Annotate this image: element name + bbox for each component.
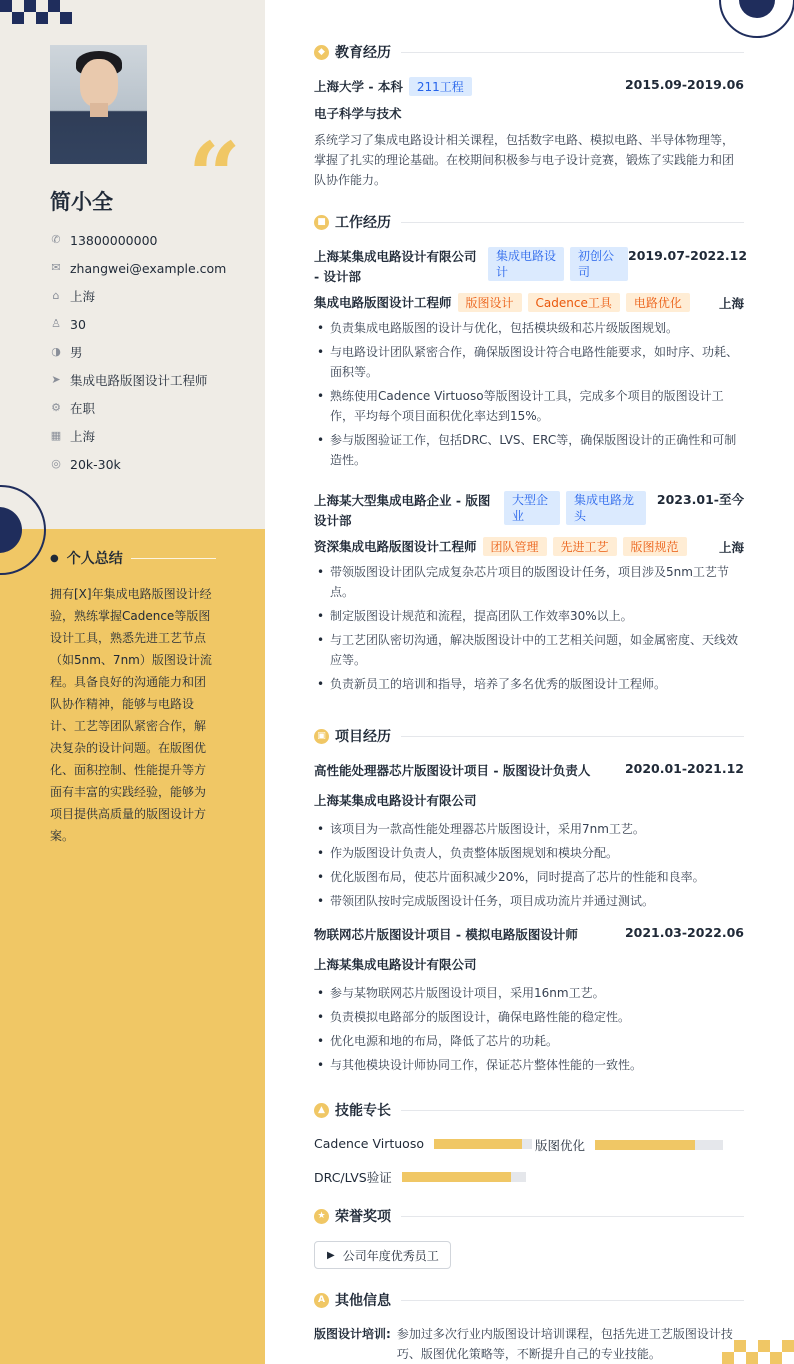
age-icon: ♙ [51,317,61,330]
work-tag: 初创公司 [570,247,628,281]
gear-icon: ⚙ [51,401,61,414]
work-bullets [314,318,744,470]
skill-tag: Cadence工具 [528,293,620,312]
list-item: • 负责模拟电路部分的版图设计，确保电路性能的稳定性。 [314,1007,744,1027]
info-city: ▦ 上海 [50,429,96,444]
skill-tag: 版图设计 [458,293,522,312]
skill-bar [402,1172,526,1182]
candidate-name: 简小全 [50,190,113,214]
skill-tag: 先进工艺 [553,537,617,556]
education-entry [314,77,744,190]
list-item: • 负责集成电路版图的设计与优化，包括模块级和芯片级版图规划。 [314,318,744,338]
list-item: • 作为版图设计负责人，负责整体版图规划和模块分配。 [314,843,744,863]
list-item: • 优化版图布局，使芯片面积减少20%，同时提高了芯片的性能和良率。 [314,867,744,887]
list-item: • 参与版图验证工作，包括DRC、LVS、ERC等，确保版图设计的正确性和可制造性。 [314,430,744,470]
project-name: 高性能处理器芯片版图设计项目 - 版图设计负责人 [314,763,591,778]
work-company: 上海某集成电路设计有限公司 - 设计部 [314,249,477,284]
project-company: 上海某集成电路设计有限公司 [314,957,477,972]
work-date: 2019.07-2022.12 [628,248,748,263]
mail-icon: ✉ [51,261,61,274]
gender-icon: ◑ [51,345,61,358]
checker-decoration [0,0,76,24]
project-name: 物联网芯片版图设计项目 - 模拟电路版图设计师 [314,927,578,942]
award-icon: ★ [314,1209,329,1224]
building-icon: ▦ [50,429,62,442]
list-item: • 制定版图设计规范和流程，提高团队工作效率30%以上。 [314,606,744,626]
person-icon: ● [50,552,59,564]
info-phone: ✆ 13800000000 [51,232,158,248]
work-entry-2 [314,491,744,698]
contact-info [50,226,250,478]
avatar [50,45,147,164]
quote-icon: “ [188,122,241,230]
list-item: • 带领版图设计团队完成复杂芯片项目的版图设计任务，项目涉及5nm工艺节点。 [314,562,744,602]
other-text: 参加过多次行业内版图设计培训课程，包括先进工艺版图设计技巧、版图优化策略等，不断提升自己的专业技能。 [396,1327,733,1361]
project-company: 上海某集成电路设计有限公司 [314,793,477,808]
school-tag: 211工程 [409,77,472,96]
info-location: ⌂ 上海 [50,282,250,310]
info-position: ➤ 集成电路版图设计工程师 [51,373,208,388]
summary-heading: ● 个人总结 [50,548,216,568]
education-icon: ◆ [314,45,329,60]
project-entry-1 [314,761,744,915]
other-label: 版图设计培训: [314,1327,391,1341]
section-awards: ★ 荣誉奖项 [314,1206,744,1226]
send-icon: ➤ [51,373,61,386]
other-info [314,1324,744,1364]
list-item: • 负责新员工的培训和指导，培养了多名优秀的版图设计工程师。 [314,674,744,694]
list-item: • 优化电源和地的布局，降低了芯片的功耗。 [314,1031,744,1051]
play-icon: ▶ [327,1249,335,1261]
project-entry-2 [314,925,744,1079]
target-icon: ◎ [51,457,61,470]
skill-item: DRC/LVS验证 [314,1168,526,1186]
skill-item: Cadence Virtuoso [314,1136,532,1151]
project-date: 2021.03-2022.06 [624,925,744,940]
summary-text: 拥有[X]年集成电路版图设计经验，熟练掌握Cadence等版图设计工具，熟悉先进工艺节点（如5nm、7nm）版图设计流程。具备良好的沟通能力和团队协作精神，能够与电路设计、工艺等团队紧密合作，解决复杂的设计问题。在版图优化、面积控制、性能提升等方面有丰富的实践经验，能够为项目提供高质量的版图设计方案。 [50,587,212,843]
work-company: 上海某大型集成电路企业 - 版图设计部 [314,493,491,528]
work-city: 上海 [718,295,744,311]
skill-tag: 电路优化 [626,293,690,312]
work-tag: 集成电路设计 [488,247,564,281]
skill-tag: 版图规范 [623,537,687,556]
work-icon: ■ [314,215,329,230]
school-name: 上海大学 - 本科 [314,79,403,94]
skill-bar-fill [595,1140,695,1150]
sidebar [0,0,265,1364]
list-item: • 参与某物联网芯片版图设计项目，采用16nm工艺。 [314,983,744,1003]
skills-icon: ▲ [314,1103,329,1118]
skill-item: 版图优化 [535,1136,723,1154]
project-icon: ▣ [314,729,329,744]
info-email: ✉ zhangwei@example.com [51,260,227,276]
list-item: • 带领团队按时完成版图设计任务，项目成功流片并通过测试。 [314,891,744,911]
home-icon: ⌂ [52,289,60,302]
list-item: • 与工艺团队密切沟通，解决版图设计中的工艺相关问题，如金属密度、天线效应等。 [314,630,744,670]
list-item: • 与其他模块设计师协同工作，保证芯片整体性能的一致性。 [314,1055,744,1075]
skill-bar [595,1140,723,1150]
project-bullets [314,983,744,1075]
info-gender: ◑ 男 [51,345,83,360]
section-education: ◆ 教育经历 [314,42,744,62]
education-date: 2015.09-2019.06 [624,77,744,92]
info-icon: A [314,1293,329,1308]
skill-bar-fill [434,1139,522,1149]
section-projects: ▣ 项目经历 [314,726,744,746]
education-desc: 系统学习了集成电路设计相关课程，包括数字电路、模拟电路、半导体物理等，掌握了扎实的理论基础。在校期间积极参与电子设计竞赛，锻炼了实践能力和团队协作能力。 [314,133,735,187]
skill-bar [434,1139,532,1149]
award-item[interactable]: ▶ 公司年度优秀员工 [314,1241,451,1269]
project-bullets [314,819,744,911]
section-other: A 其他信息 [314,1290,744,1310]
work-city: 上海 [718,539,744,555]
work-entry-1 [314,247,748,474]
phone-icon: ✆ [51,233,61,246]
list-item: • 熟练使用Cadence Virtuoso等版图设计工具，完成多个项目的版图设计工作，平均每个项目面积优化率达到15%。 [314,386,744,426]
project-date: 2020.01-2021.12 [624,761,744,776]
list-item: • 该项目为一款高性能处理器芯片版图设计，采用7nm工艺。 [314,819,744,839]
work-bullets [314,562,744,694]
work-tag: 集成电路龙头 [566,491,646,525]
work-tag: 大型企业 [504,491,560,525]
section-work: ■ 工作经历 [314,212,744,232]
skill-tag: 团队管理 [483,537,547,556]
info-age: ♙ 30 [51,316,86,332]
skill-bar-fill [402,1172,511,1182]
work-role: 集成电路版图设计工程师 [314,295,452,310]
work-date: 2023.01-至今 [656,492,744,507]
list-item: • 与电路设计团队紧密合作，确保版图设计符合电路性能要求，如时序、功耗、面积等。 [314,342,744,382]
info-status: ⚙ 在职 [51,401,96,416]
section-skills: ▲ 技能专长 [314,1100,744,1120]
major: 电子科学与技术 [314,106,402,121]
work-role: 资深集成电路版图设计工程师 [314,539,477,554]
info-salary: ◎ 20k-30k [51,456,121,472]
